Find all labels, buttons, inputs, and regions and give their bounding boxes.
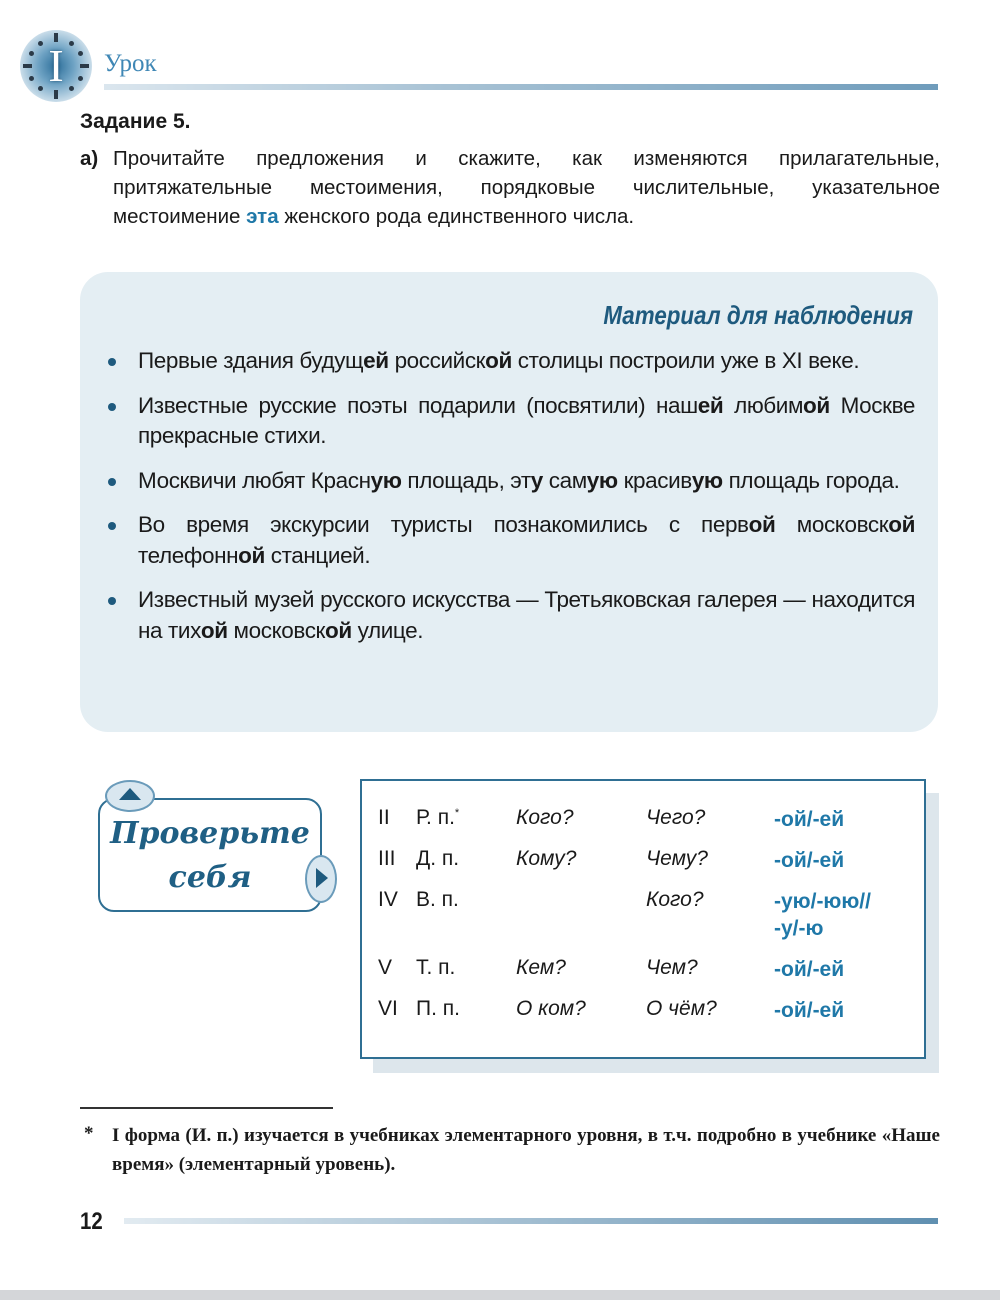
viewer-bottom-bar (0, 1290, 1000, 1300)
question-animate (516, 956, 646, 997)
sentence-text: телефонн (138, 542, 239, 568)
question-inanimate (646, 956, 774, 997)
ending-line: -ую/-юю// (774, 890, 871, 913)
question-animate (516, 888, 646, 956)
ending-highlight: ой (888, 512, 915, 537)
case-name-text: Т. п. (416, 956, 456, 979)
bullet-icon (108, 478, 116, 486)
case-ending (774, 888, 914, 956)
case-number-text: V (378, 956, 393, 979)
check-yourself-line2: себя (168, 860, 252, 895)
case-ending (774, 847, 914, 888)
ending-highlight: ей (697, 392, 724, 418)
question-inanimate-text: Чего? (646, 806, 706, 829)
check-yourself-label (110, 812, 310, 900)
case-number (378, 956, 416, 997)
question-inanimate-text: О чём? (646, 997, 717, 1020)
ending-highlight: ой (803, 392, 830, 418)
bullet-icon (108, 597, 116, 605)
ending-highlight: ей (363, 348, 389, 373)
question-inanimate (646, 888, 774, 956)
footnote (80, 1121, 940, 1179)
next-button[interactable] (305, 855, 337, 903)
table-row (378, 956, 914, 997)
case-ending (774, 997, 914, 1038)
page-number: 12 (80, 1208, 103, 1235)
case-name (416, 888, 516, 956)
ending-highlight: ую (691, 467, 723, 493)
question-animate-text: Кем? (516, 956, 566, 979)
question-inanimate (646, 806, 774, 847)
observation-item (100, 466, 915, 497)
case-name (416, 997, 516, 1038)
case-name-text: Р. п. (416, 806, 455, 829)
case-number-text: II (378, 806, 390, 829)
table-row (378, 997, 914, 1038)
case-name (416, 806, 516, 847)
ending-highlight: ую (586, 467, 618, 493)
task-highlight-word: эта (246, 205, 279, 228)
footnote-marker: * (84, 1123, 94, 1144)
ending-highlight: ой (748, 512, 776, 537)
ending-line: -ой/-ей (774, 808, 845, 831)
scroll-up-button[interactable] (105, 780, 155, 812)
case-number (378, 888, 416, 956)
observation-item (100, 585, 915, 646)
ending-highlight: ой (485, 348, 512, 373)
task-item-label: а) (80, 147, 99, 170)
question-animate (516, 847, 646, 888)
bullet-icon (108, 358, 116, 366)
sentence-text: столицы построили уже в XI веке. (511, 348, 860, 373)
case-name-text: П. п. (416, 997, 460, 1020)
ending-highlight: ой (238, 542, 265, 568)
ending-line: -ой/-ей (774, 958, 845, 981)
case-number (378, 997, 416, 1038)
sentence-text: Известный музей русского искусства — Третьяковская галерея — находится на тих (138, 587, 915, 643)
case-number (378, 806, 416, 847)
sentence-text: Первые здания будущ (138, 348, 364, 373)
ending-highlight: у (530, 467, 543, 493)
lesson-numeral: I (48, 40, 64, 91)
task-instruction (80, 144, 940, 231)
check-yourself-line1: Проверьте (110, 816, 310, 851)
question-inanimate-text: Кого? (646, 888, 704, 911)
ending-highlight: ой (200, 617, 228, 643)
question-animate (516, 806, 646, 847)
sentence-text: любим (723, 392, 804, 418)
question-inanimate (646, 997, 774, 1038)
question-animate-text: Кому? (516, 847, 577, 870)
table-row (378, 888, 914, 956)
sentence-text: московск (775, 512, 889, 537)
sentence-text: сам (542, 467, 587, 493)
observation-list (100, 346, 915, 660)
ending-highlight: ую (370, 467, 402, 493)
case-ending (774, 806, 914, 847)
ending-line: -ой/-ей (774, 849, 845, 872)
lesson-label: Урок (104, 50, 157, 77)
ending-highlight: ой (325, 617, 352, 643)
sentence-text: площадь, эт (401, 467, 531, 493)
sentence-text: российск (388, 348, 486, 373)
case-name-text: Д. п. (416, 847, 460, 870)
case-ending (774, 956, 914, 997)
sentence-text: Москвичи любят Красн (138, 467, 371, 493)
sentence-text: московск (227, 617, 325, 643)
sentence-text: Известные русские поэты подарили (посвятили) наш (138, 392, 698, 418)
task-title: Задание 5. (80, 110, 191, 133)
observation-item (100, 346, 915, 377)
sentence-text: Москве прекрасные стихи. (138, 392, 915, 448)
table-row (378, 806, 914, 847)
ending-line: -у/-ю (774, 917, 824, 940)
sentence-text: Во время экскурсии туристы познакомились с перв (138, 512, 749, 537)
case-endings-table (378, 806, 914, 1038)
case-number-text: IV (378, 888, 398, 911)
triangle-up-icon (119, 788, 141, 800)
header-divider (104, 84, 938, 90)
footer-divider (124, 1218, 938, 1224)
footnote-text: I форма (И. п.) изучается в учебниках элементарного уровня, в т.ч. подробно в учебнике «Наше время» (элементарный уровень). (112, 1125, 940, 1175)
question-animate-text: О ком? (516, 997, 586, 1020)
lesson-clock-icon (20, 30, 92, 102)
footnote-reference: * (454, 807, 460, 819)
bullet-icon (108, 522, 116, 530)
sentence-text: улице. (351, 617, 424, 643)
triangle-right-icon (316, 868, 328, 888)
case-name-text: В. п. (416, 888, 459, 911)
case-number-text: VI (378, 997, 398, 1020)
sentence-text: станцией. (264, 542, 371, 568)
bullet-icon (108, 403, 116, 411)
sentence-text: красив (617, 467, 692, 493)
question-animate (516, 997, 646, 1038)
task-text-before: Прочитайте предложения и скажите, как изменяются прилагательные, притяжательные местоимения, порядковые числительные, указательное местоимение (113, 147, 940, 228)
case-number-text: III (378, 847, 396, 870)
case-name (416, 956, 516, 997)
observation-item (100, 391, 915, 452)
ending-line: -ой/-ей (774, 999, 845, 1022)
table-row (378, 847, 914, 888)
question-inanimate-text: Чем? (646, 956, 698, 979)
observation-item (100, 510, 915, 571)
footnote-divider (80, 1107, 333, 1109)
question-inanimate-text: Чему? (646, 847, 708, 870)
case-number (378, 847, 416, 888)
observation-title: Материал для наблюдения (603, 300, 913, 330)
question-animate-text: Кого? (516, 806, 574, 829)
sentence-text: площадь города. (722, 467, 900, 493)
case-name (416, 847, 516, 888)
task-text-after: женского рода единственного числа. (278, 205, 635, 228)
question-inanimate (646, 847, 774, 888)
